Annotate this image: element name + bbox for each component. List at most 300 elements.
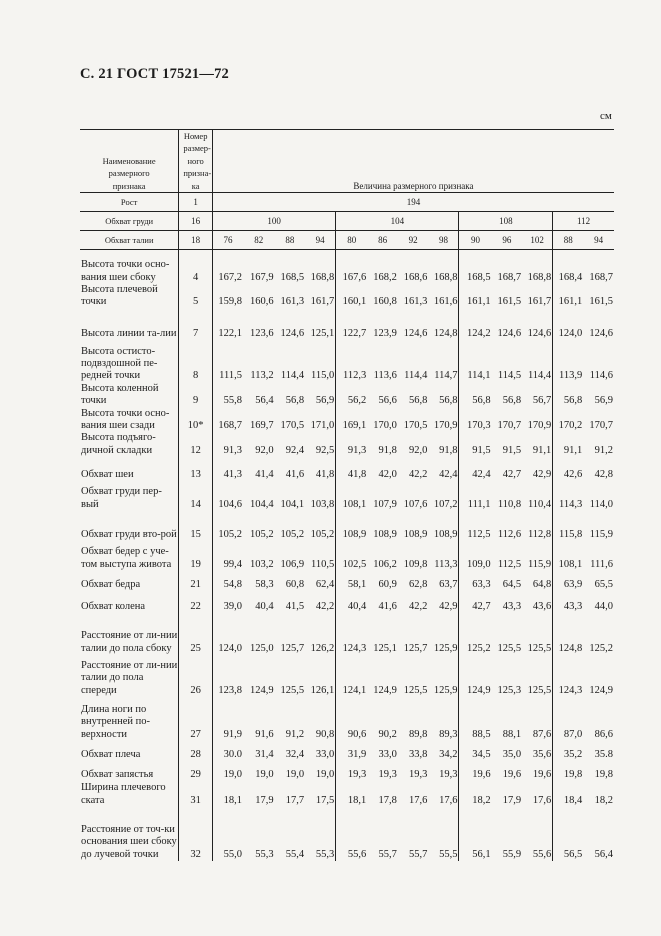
row-value: 170,2 (558, 420, 583, 432)
row-value: 168,8 (428, 250, 459, 285)
row-value: 109,0 (466, 558, 491, 570)
row-value: 86,6 (594, 728, 613, 740)
row-value: 103,8 (305, 481, 336, 511)
row-value: 105,2 (305, 511, 336, 541)
talia-value: 88 (275, 231, 306, 250)
row-value: 112,5 (467, 528, 491, 540)
row-value: 91,9 (223, 728, 242, 740)
row-value: 87,6 (522, 697, 553, 741)
grud-num: 16 (179, 212, 213, 231)
size-table (80, 129, 614, 861)
row-value: 123,6 (249, 328, 274, 340)
row-value: 105,2 (249, 528, 274, 540)
row-value: 161,5 (589, 296, 613, 308)
table-row (80, 655, 614, 697)
row-value: 111,6 (590, 558, 613, 570)
talia-value: 98 (428, 231, 459, 250)
row-value: 56,6 (378, 395, 397, 407)
table-row (80, 781, 614, 807)
talia-value: 102 (522, 231, 553, 250)
row-value: 167,2 (218, 271, 242, 283)
row-num: 28 (179, 741, 213, 761)
talia-label: Обхват талии (80, 231, 179, 250)
row-value: 91,8 (428, 432, 459, 457)
row-value: 171,0 (305, 408, 336, 433)
table-row (80, 613, 614, 655)
row-name: Высота точки осно-вания шеи сзади (80, 408, 179, 433)
grud-group-108: 108 (459, 212, 553, 231)
row-value: 112,3 (343, 370, 367, 382)
row-value: 62,8 (409, 578, 428, 590)
row-value: 161,1 (466, 296, 491, 308)
row-value: 41,6 (285, 468, 305, 480)
row-value: 114,1 (467, 370, 491, 382)
row-value: 55,0 (223, 848, 242, 860)
row-value: 55,6 (522, 807, 553, 861)
row-value: 115,9 (522, 541, 553, 571)
row-value: 18,4 (563, 794, 583, 806)
row-value: 161,6 (428, 284, 459, 309)
row-value: 91,6 (255, 728, 274, 740)
row-value: 32,4 (285, 748, 305, 760)
row-value: 114,6 (589, 370, 613, 382)
row-value: 90,8 (305, 697, 336, 741)
row-value: 122,1 (218, 328, 242, 340)
row-value: 124,8 (428, 309, 459, 341)
row-value: 64,5 (502, 578, 522, 590)
row-num: 12 (179, 432, 213, 457)
row-value: 35,0 (502, 748, 522, 760)
row-value: 106,2 (373, 558, 397, 570)
row-value: 41,8 (347, 468, 367, 480)
row-value: 124,6 (497, 328, 522, 340)
row-value: 124,9 (373, 684, 397, 696)
row-value: 113,3 (428, 541, 459, 571)
row-value: 112,8 (522, 511, 553, 541)
row-value: 125,3 (497, 684, 522, 696)
row-num: 13 (179, 457, 213, 481)
row-value: 124,2 (466, 328, 491, 340)
row-value: 17,7 (285, 794, 305, 806)
row-value: 56,8 (428, 383, 459, 408)
row-value: 123,9 (373, 328, 397, 340)
row-value: 170,7 (589, 420, 613, 432)
row-value: 161,3 (280, 296, 305, 308)
row-value: 19,3 (378, 768, 397, 780)
row-name: Высота подъяго-дичной складки (80, 432, 179, 457)
row-value: 114,5 (497, 370, 522, 382)
row-value: 104,1 (280, 498, 305, 510)
row-value: 19,6 (472, 768, 491, 780)
row-value: 56,8 (409, 395, 428, 407)
row-value: 60,9 (378, 578, 397, 590)
row-value: 168,6 (403, 271, 428, 283)
row-value: 125,5 (497, 642, 522, 654)
row-value: 35,6 (522, 741, 553, 761)
row-value: 112,6 (497, 528, 522, 540)
talia-value: 94 (583, 231, 614, 250)
row-value: 19,3 (409, 768, 428, 780)
row-value: 107,6 (403, 498, 428, 510)
row-value: 58,1 (347, 578, 367, 590)
row-name: Обхват груди вто-рой (80, 511, 179, 541)
row-value: 91,1 (563, 444, 583, 456)
row-value: 125,5 (522, 655, 553, 697)
row-value: 91,5 (472, 444, 491, 456)
row-value: 17,9 (255, 794, 274, 806)
row-value: 55,3 (305, 807, 336, 861)
row-value: 18,1 (347, 794, 367, 806)
row-value: 108,9 (342, 528, 367, 540)
page-header: С. 21 ГОСТ 17521—72 (80, 66, 229, 82)
row-value: 63,9 (563, 578, 583, 590)
row-value: 55,3 (255, 848, 274, 860)
row-value: 123,8 (218, 684, 242, 696)
row-num: 19 (179, 541, 213, 571)
row-name: Обхват запястья (80, 761, 179, 781)
col-num-header: Номер размер-ного призна-ка (179, 130, 213, 193)
row-value: 43,6 (522, 591, 553, 613)
row-value: 91,3 (223, 444, 242, 456)
row-value: 170,0 (373, 420, 397, 432)
table-row (80, 591, 614, 613)
row-value: 169,1 (342, 420, 367, 432)
row-value: 17,9 (502, 794, 522, 806)
row-value: 124,8 (558, 642, 583, 654)
row-value: 169,7 (249, 420, 274, 432)
row-value: 108,9 (428, 511, 459, 541)
row-value: 161,7 (305, 284, 336, 309)
row-value: 19,0 (223, 768, 242, 780)
row-value: 42,2 (409, 468, 428, 480)
row-value: 160,8 (373, 296, 397, 308)
row-value: 17,6 (409, 794, 428, 806)
table-row (80, 481, 614, 511)
row-value: 41,5 (285, 600, 305, 612)
talia-value: 92 (398, 231, 429, 250)
row-value: 55,7 (409, 848, 428, 860)
row-value: 168,7 (497, 271, 522, 283)
row-value: 42,2 (305, 591, 336, 613)
row-name: Обхват бедер с уче-том выступа живота (80, 541, 179, 571)
row-value: 124,3 (342, 642, 367, 654)
table-row (80, 341, 614, 383)
row-value: 33,0 (378, 748, 397, 760)
row-value: 111,5 (219, 370, 242, 382)
row-num: 10* (179, 408, 213, 433)
table-row (80, 250, 614, 285)
row-num: 27 (179, 697, 213, 741)
row-num: 22 (179, 591, 213, 613)
row-value: 168,5 (466, 271, 491, 283)
row-value: 30.0 (223, 748, 242, 760)
talia-value: 86 (367, 231, 398, 250)
row-value: 62,4 (305, 571, 336, 591)
row-value: 43,3 (502, 600, 522, 612)
row-num: 9 (179, 383, 213, 408)
row-value: 34,5 (472, 748, 491, 760)
row-value: 168,8 (522, 250, 553, 285)
row-value: 56,8 (285, 395, 305, 407)
row-value: 114,4 (522, 341, 553, 383)
row-value: 56,7 (522, 383, 553, 408)
talia-row (80, 231, 614, 250)
row-value: 102,5 (342, 558, 367, 570)
row-value: 19,3 (428, 761, 459, 781)
row-value: 18,2 (594, 794, 613, 806)
row-num: 26 (179, 655, 213, 697)
row-value: 56,4 (594, 848, 613, 860)
row-value: 168,4 (558, 271, 583, 283)
row-value: 19,3 (347, 768, 367, 780)
row-value: 17,5 (305, 781, 336, 807)
table-row (80, 741, 614, 761)
table-row (80, 408, 614, 433)
row-value: 125,2 (466, 642, 491, 654)
row-value: 113,6 (373, 370, 397, 382)
row-value: 40,4 (347, 600, 367, 612)
row-value: 56,9 (305, 383, 336, 408)
row-num: 8 (179, 341, 213, 383)
row-name: Высота плечевой точки (80, 284, 179, 309)
row-value: 108,1 (342, 498, 367, 510)
row-value: 125,5 (280, 684, 305, 696)
rost-row (80, 193, 614, 212)
row-value: 43,3 (563, 600, 583, 612)
row-value: 114,7 (428, 341, 459, 383)
row-value: 112,5 (497, 558, 522, 570)
row-value: 56,2 (347, 395, 367, 407)
row-value: 161,7 (522, 284, 553, 309)
talia-value: 94 (305, 231, 336, 250)
row-value: 125,0 (249, 642, 274, 654)
row-value: 104,6 (218, 498, 242, 510)
row-value: 168,7 (218, 420, 242, 432)
row-value: 110,5 (305, 541, 336, 571)
row-value: 99,4 (223, 558, 242, 570)
row-value: 91,2 (594, 444, 613, 456)
row-value: 55,4 (285, 848, 305, 860)
row-value: 42,2 (409, 600, 428, 612)
row-value: 103,2 (249, 558, 274, 570)
row-num: 5 (179, 284, 213, 309)
row-value: 55,8 (223, 395, 242, 407)
row-value: 161,3 (403, 296, 428, 308)
row-value: 124,3 (558, 684, 583, 696)
row-num: 29 (179, 761, 213, 781)
table-row (80, 761, 614, 781)
row-value: 17,6 (428, 781, 459, 807)
row-value: 106,9 (280, 558, 305, 570)
row-value: 124,9 (249, 684, 274, 696)
row-value: 60,8 (285, 578, 305, 590)
row-name: Обхват груди пер-вый (80, 481, 179, 511)
row-value: 168,2 (373, 271, 397, 283)
row-value: 111,1 (467, 498, 491, 510)
table-row (80, 432, 614, 457)
row-value: 42,6 (563, 468, 583, 480)
row-value: 104,4 (249, 498, 274, 510)
row-num: 14 (179, 481, 213, 511)
row-value: 41,4 (255, 468, 274, 480)
row-value: 107,9 (373, 498, 397, 510)
talia-num: 18 (179, 231, 213, 250)
row-value: 19,0 (285, 768, 305, 780)
row-value: 19,6 (502, 768, 522, 780)
row-num: 15 (179, 511, 213, 541)
row-value: 125,9 (428, 655, 459, 697)
row-value: 124,6 (403, 328, 428, 340)
row-value: 42,8 (594, 468, 613, 480)
row-name: Высота остисто-подвздошной пе-редней точки (80, 341, 179, 383)
row-name: Расстояние от ли-нии талии до пола сбоку (80, 613, 179, 655)
row-value: 168,7 (589, 271, 613, 283)
row-value: 91,8 (378, 444, 397, 456)
row-value: 56,8 (472, 395, 491, 407)
row-value: 105,2 (218, 528, 242, 540)
row-value: 170,5 (280, 420, 305, 432)
row-value: 91,2 (285, 728, 305, 740)
row-value: 107,2 (428, 481, 459, 511)
row-value: 115,9 (589, 528, 613, 540)
row-value: 35,2 (563, 748, 583, 760)
row-value: 40,4 (255, 600, 274, 612)
row-value: 110,4 (522, 481, 553, 511)
row-name: Высота коленной точки (80, 383, 179, 408)
row-value: 161,5 (497, 296, 522, 308)
row-value: 89,3 (428, 697, 459, 741)
row-value: 55,9 (502, 848, 522, 860)
row-value: 88,5 (472, 728, 491, 740)
row-num: 25 (179, 613, 213, 655)
row-value: 125,9 (428, 613, 459, 655)
row-value: 122,7 (342, 328, 367, 340)
row-value: 91,5 (502, 444, 522, 456)
row-value: 89,8 (409, 728, 428, 740)
row-name: Высота линии та-лии (80, 309, 179, 341)
row-value: 170,9 (522, 408, 553, 433)
row-value: 160,6 (249, 296, 274, 308)
row-value: 42,4 (472, 468, 491, 480)
row-value: 160,1 (342, 296, 367, 308)
col-value-header: Величина размерного признака (212, 130, 614, 193)
row-value: 125,5 (403, 684, 428, 696)
row-value: 92,5 (305, 432, 336, 457)
row-value: 35.8 (594, 748, 613, 760)
row-value: 17,6 (522, 781, 553, 807)
table-row (80, 807, 614, 861)
unit-label: см (600, 110, 612, 122)
talia-value: 82 (243, 231, 275, 250)
row-value: 114,4 (404, 370, 428, 382)
row-value: 56,9 (594, 395, 613, 407)
table-row (80, 541, 614, 571)
row-value: 41,6 (378, 600, 397, 612)
row-value: 42,7 (472, 600, 491, 612)
talia-value: 90 (459, 231, 492, 250)
row-value: 56,5 (563, 848, 583, 860)
table-row (80, 309, 614, 341)
row-value: 19,0 (305, 761, 336, 781)
grud-row (80, 212, 614, 231)
row-value: 161,1 (558, 296, 583, 308)
row-value: 124,1 (342, 684, 367, 696)
row-value: 55,7 (378, 848, 397, 860)
row-value: 18,2 (472, 794, 491, 806)
row-value: 115,8 (559, 528, 583, 540)
row-value: 126,1 (305, 655, 336, 697)
row-name: Ширина плечевого ската (80, 781, 179, 807)
row-value: 91,3 (347, 444, 367, 456)
row-num: 31 (179, 781, 213, 807)
row-value: 44,0 (594, 600, 613, 612)
row-value: 42,4 (428, 457, 459, 481)
row-value: 110,8 (497, 498, 522, 510)
row-value: 92,4 (285, 444, 305, 456)
row-num: 21 (179, 571, 213, 591)
row-value: 108,1 (558, 558, 583, 570)
row-value: 125,1 (305, 309, 336, 341)
table-header-row (80, 130, 614, 193)
talia-value: 80 (336, 231, 368, 250)
row-value: 124,6 (280, 328, 305, 340)
row-value: 55,6 (347, 848, 367, 860)
row-value: 124,9 (589, 684, 613, 696)
row-value: 125,2 (589, 642, 613, 654)
grud-group-104: 104 (336, 212, 459, 231)
row-value: 65,5 (594, 578, 613, 590)
table-row (80, 571, 614, 591)
rost-value: 194 (212, 193, 614, 212)
row-value: 109,8 (403, 558, 428, 570)
row-value: 125,5 (522, 613, 553, 655)
row-value: 124,0 (218, 642, 242, 654)
row-value: 39,0 (223, 600, 242, 612)
row-value: 92,0 (409, 444, 428, 456)
table-row (80, 511, 614, 541)
row-value: 33,8 (409, 748, 428, 760)
row-value: 42,9 (522, 457, 553, 481)
rost-label: Рост (80, 193, 179, 212)
row-value: 56,4 (255, 395, 274, 407)
row-name: Расстояние от ли-нии талии до пола спереди (80, 655, 179, 697)
row-value: 125,7 (403, 642, 428, 654)
row-value: 33,0 (305, 741, 336, 761)
row-value: 19,0 (255, 768, 274, 780)
row-value: 114,4 (280, 370, 305, 382)
row-value: 54,8 (223, 578, 242, 590)
row-value: 108,9 (373, 528, 397, 540)
row-value: 87,0 (563, 728, 583, 740)
row-value: 170,9 (428, 408, 459, 433)
row-value: 19,8 (563, 768, 583, 780)
row-value: 124,6 (522, 309, 553, 341)
row-value: 168,5 (280, 271, 305, 283)
row-value: 56,8 (563, 395, 583, 407)
col-name-header: Наименование размерного признака (80, 130, 179, 193)
row-value: 31,9 (347, 748, 367, 760)
row-value: 105,2 (280, 528, 305, 540)
row-value: 42,7 (502, 468, 522, 480)
talia-value: 88 (553, 231, 584, 250)
row-value: 125,7 (280, 642, 305, 654)
row-num: 32 (179, 807, 213, 861)
row-name: Расстояние от точ-ки основания шеи сбоку до лучевой точки (80, 807, 179, 861)
row-value: 124,9 (466, 684, 491, 696)
rost-num: 1 (179, 193, 213, 212)
row-value: 55,5 (428, 807, 459, 861)
grud-group-112: 112 (553, 212, 614, 231)
